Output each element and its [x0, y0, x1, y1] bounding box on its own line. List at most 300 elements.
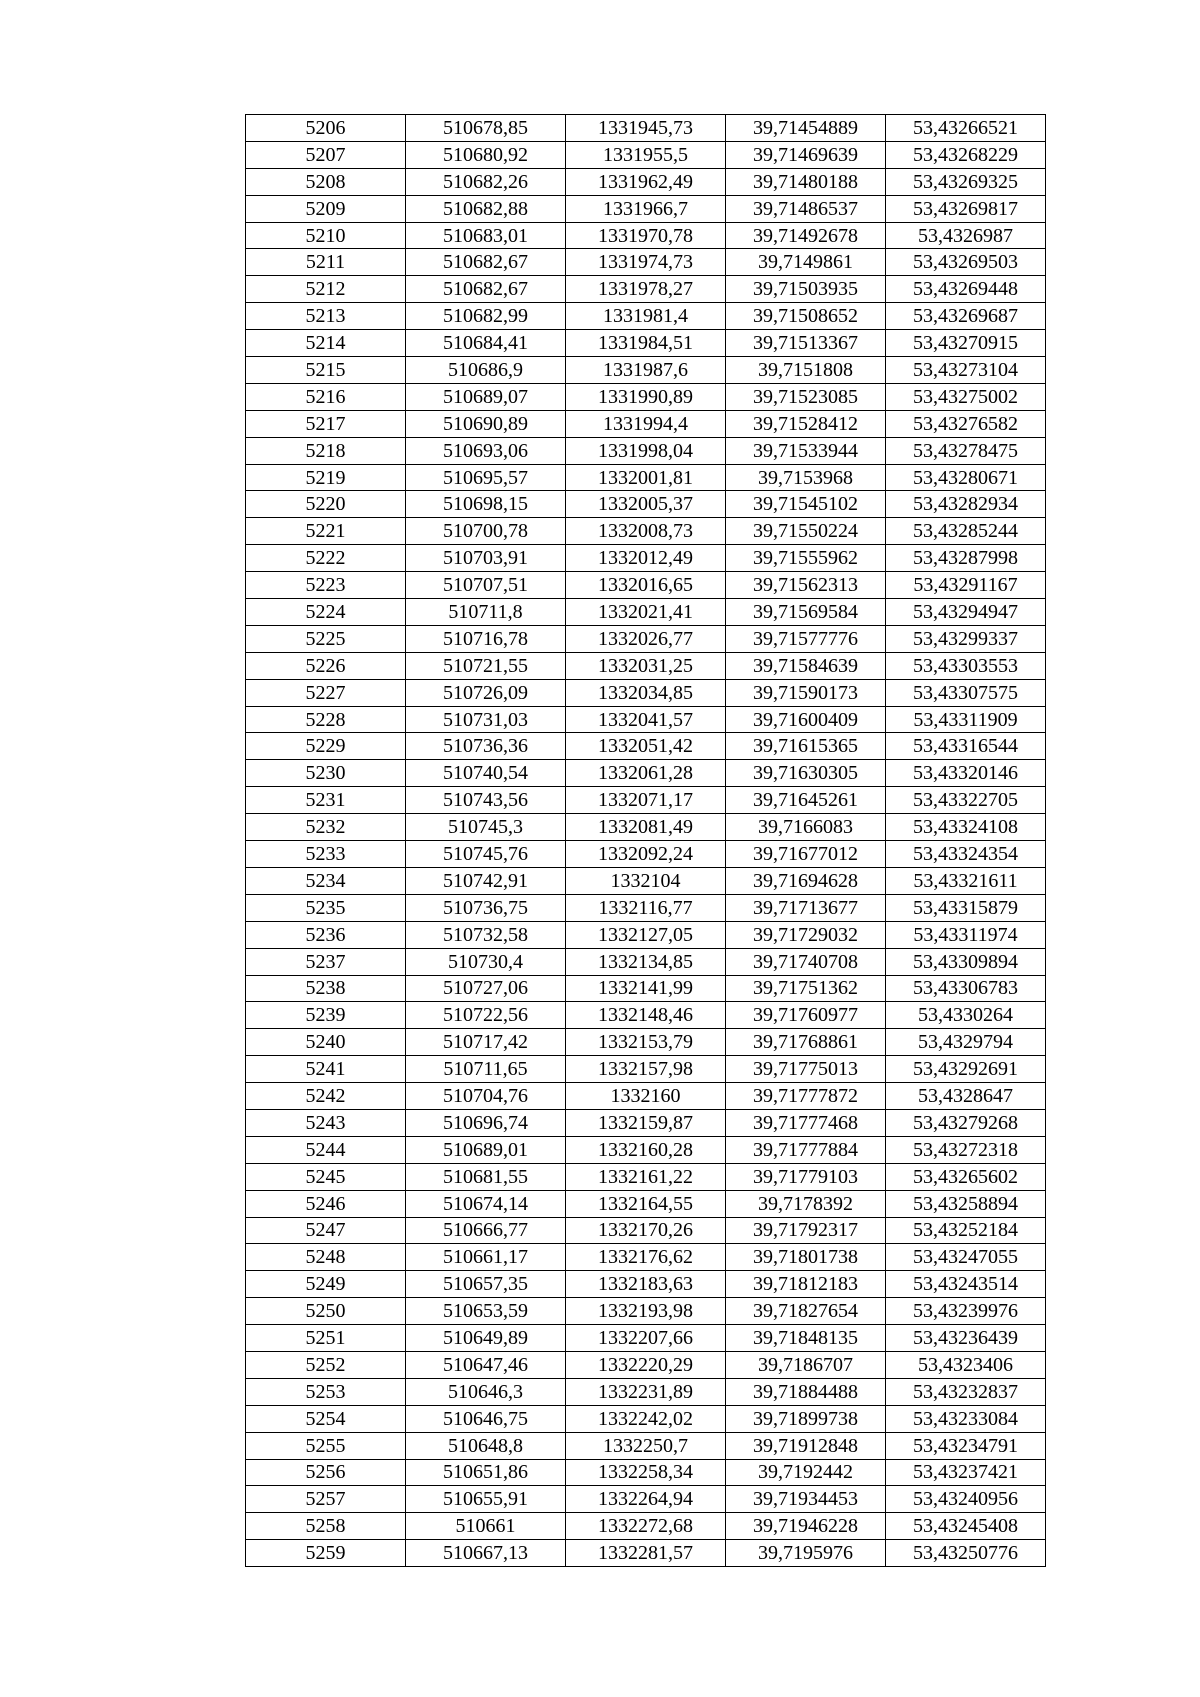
- longitude-cell: 53,43269325: [886, 168, 1046, 195]
- y-coordinate-cell: 1332016,65: [566, 572, 726, 599]
- y-coordinate-cell: 1332207,66: [566, 1325, 726, 1352]
- latitude-cell: 39,71469639: [726, 141, 886, 168]
- table-row: [246, 437, 1046, 464]
- y-coordinate-cell: 1331990,89: [566, 383, 726, 410]
- point-number-cell: 5217: [246, 410, 406, 437]
- latitude-cell: 39,71777468: [726, 1109, 886, 1136]
- table-row: [246, 975, 1046, 1002]
- table-row: [246, 518, 1046, 545]
- point-number-cell: 5210: [246, 222, 406, 249]
- y-coordinate-cell: 1332008,73: [566, 518, 726, 545]
- table-row: [246, 1163, 1046, 1190]
- y-coordinate-cell: 1332153,79: [566, 1029, 726, 1056]
- x-coordinate-cell: 510674,14: [406, 1190, 566, 1217]
- latitude-cell: 39,71523085: [726, 383, 886, 410]
- y-coordinate-cell: 1331962,49: [566, 168, 726, 195]
- table-row: [246, 1405, 1046, 1432]
- point-number-cell: 5225: [246, 625, 406, 652]
- longitude-cell: 53,43266521: [886, 115, 1046, 142]
- point-number-cell: 5243: [246, 1109, 406, 1136]
- x-coordinate-cell: 510700,78: [406, 518, 566, 545]
- longitude-cell: 53,43276582: [886, 410, 1046, 437]
- longitude-cell: 53,43233084: [886, 1405, 1046, 1432]
- latitude-cell: 39,71899738: [726, 1405, 886, 1432]
- longitude-cell: 53,43294947: [886, 599, 1046, 626]
- table-row: [246, 1432, 1046, 1459]
- latitude-cell: 39,71740708: [726, 948, 886, 975]
- y-coordinate-cell: 1331984,51: [566, 330, 726, 357]
- x-coordinate-cell: 510661,17: [406, 1244, 566, 1271]
- table-row: [246, 1298, 1046, 1325]
- latitude-cell: 39,7151808: [726, 357, 886, 384]
- table-row: [246, 464, 1046, 491]
- point-number-cell: 5224: [246, 599, 406, 626]
- latitude-cell: 39,71812183: [726, 1271, 886, 1298]
- longitude-cell: 53,43303553: [886, 652, 1046, 679]
- y-coordinate-cell: 1332116,77: [566, 894, 726, 921]
- longitude-cell: 53,43237421: [886, 1459, 1046, 1486]
- x-coordinate-cell: 510707,51: [406, 572, 566, 599]
- x-coordinate-cell: 510682,67: [406, 276, 566, 303]
- y-coordinate-cell: 1332164,55: [566, 1190, 726, 1217]
- longitude-cell: 53,43321611: [886, 867, 1046, 894]
- longitude-cell: 53,43287998: [886, 545, 1046, 572]
- point-number-cell: 5218: [246, 437, 406, 464]
- point-number-cell: 5244: [246, 1136, 406, 1163]
- y-coordinate-cell: 1331994,4: [566, 410, 726, 437]
- point-number-cell: 5212: [246, 276, 406, 303]
- x-coordinate-cell: 510745,3: [406, 814, 566, 841]
- table-row: [246, 1002, 1046, 1029]
- latitude-cell: 39,71492678: [726, 222, 886, 249]
- y-coordinate-cell: 1332242,02: [566, 1405, 726, 1432]
- y-coordinate-cell: 1332160,28: [566, 1136, 726, 1163]
- table-row: [246, 787, 1046, 814]
- x-coordinate-cell: 510655,91: [406, 1486, 566, 1513]
- table-row: [246, 383, 1046, 410]
- y-coordinate-cell: 1331970,78: [566, 222, 726, 249]
- point-number-cell: 5252: [246, 1351, 406, 1378]
- x-coordinate-cell: 510653,59: [406, 1298, 566, 1325]
- x-coordinate-cell: 510743,56: [406, 787, 566, 814]
- longitude-cell: 53,43240956: [886, 1486, 1046, 1513]
- y-coordinate-cell: 1331974,73: [566, 249, 726, 276]
- y-coordinate-cell: 1332159,87: [566, 1109, 726, 1136]
- y-coordinate-cell: 1331945,73: [566, 115, 726, 142]
- table-row: [246, 1351, 1046, 1378]
- latitude-cell: 39,71779103: [726, 1163, 886, 1190]
- point-number-cell: 5246: [246, 1190, 406, 1217]
- table-row: [246, 249, 1046, 276]
- x-coordinate-cell: 510647,46: [406, 1351, 566, 1378]
- longitude-cell: 53,43322705: [886, 787, 1046, 814]
- point-number-cell: 5259: [246, 1540, 406, 1567]
- longitude-cell: 53,43269817: [886, 195, 1046, 222]
- table-row: [246, 948, 1046, 975]
- x-coordinate-cell: 510657,35: [406, 1271, 566, 1298]
- y-coordinate-cell: 1332220,29: [566, 1351, 726, 1378]
- x-coordinate-cell: 510695,57: [406, 464, 566, 491]
- point-number-cell: 5254: [246, 1405, 406, 1432]
- point-number-cell: 5234: [246, 867, 406, 894]
- latitude-cell: 39,71713677: [726, 894, 886, 921]
- table-row: [246, 1056, 1046, 1083]
- table-row: [246, 1136, 1046, 1163]
- table-row: [246, 357, 1046, 384]
- y-coordinate-cell: 1332258,34: [566, 1459, 726, 1486]
- longitude-cell: 53,43278475: [886, 437, 1046, 464]
- coordinates-table-body: [246, 115, 1046, 1567]
- point-number-cell: 5251: [246, 1325, 406, 1352]
- y-coordinate-cell: 1332148,46: [566, 1002, 726, 1029]
- longitude-cell: 53,43320146: [886, 760, 1046, 787]
- table-row: [246, 1540, 1046, 1567]
- latitude-cell: 39,71615365: [726, 733, 886, 760]
- latitude-cell: 39,71555962: [726, 545, 886, 572]
- x-coordinate-cell: 510681,55: [406, 1163, 566, 1190]
- longitude-cell: 53,43269448: [886, 276, 1046, 303]
- x-coordinate-cell: 510678,85: [406, 115, 566, 142]
- latitude-cell: 39,71645261: [726, 787, 886, 814]
- latitude-cell: 39,71486537: [726, 195, 886, 222]
- y-coordinate-cell: 1332012,49: [566, 545, 726, 572]
- point-number-cell: 5235: [246, 894, 406, 921]
- table-row: [246, 1083, 1046, 1110]
- longitude-cell: 53,43291167: [886, 572, 1046, 599]
- latitude-cell: 39,7149861: [726, 249, 886, 276]
- y-coordinate-cell: 1332001,81: [566, 464, 726, 491]
- point-number-cell: 5232: [246, 814, 406, 841]
- point-number-cell: 5256: [246, 1459, 406, 1486]
- x-coordinate-cell: 510690,89: [406, 410, 566, 437]
- table-row: [246, 841, 1046, 868]
- table-row: [246, 1378, 1046, 1405]
- point-number-cell: 5253: [246, 1378, 406, 1405]
- table-row: [246, 1513, 1046, 1540]
- latitude-cell: 39,71848135: [726, 1325, 886, 1352]
- y-coordinate-cell: 1332071,17: [566, 787, 726, 814]
- longitude-cell: 53,43250776: [886, 1540, 1046, 1567]
- x-coordinate-cell: 510726,09: [406, 679, 566, 706]
- y-coordinate-cell: 1332061,28: [566, 760, 726, 787]
- point-number-cell: 5255: [246, 1432, 406, 1459]
- longitude-cell: 53,43292691: [886, 1056, 1046, 1083]
- longitude-cell: 53,43269503: [886, 249, 1046, 276]
- longitude-cell: 53,43316544: [886, 733, 1046, 760]
- y-coordinate-cell: 1332170,26: [566, 1217, 726, 1244]
- y-coordinate-cell: 1332051,42: [566, 733, 726, 760]
- x-coordinate-cell: 510683,01: [406, 222, 566, 249]
- y-coordinate-cell: 1332134,85: [566, 948, 726, 975]
- y-coordinate-cell: 1332127,05: [566, 921, 726, 948]
- latitude-cell: 39,71569584: [726, 599, 886, 626]
- x-coordinate-cell: 510648,8: [406, 1432, 566, 1459]
- latitude-cell: 39,71528412: [726, 410, 886, 437]
- longitude-cell: 53,43239976: [886, 1298, 1046, 1325]
- longitude-cell: 53,43324354: [886, 841, 1046, 868]
- table-row: [246, 894, 1046, 921]
- point-number-cell: 5247: [246, 1217, 406, 1244]
- x-coordinate-cell: 510740,54: [406, 760, 566, 787]
- longitude-cell: 53,43265602: [886, 1163, 1046, 1190]
- table-row: [246, 545, 1046, 572]
- y-coordinate-cell: 1331978,27: [566, 276, 726, 303]
- longitude-cell: 53,43279268: [886, 1109, 1046, 1136]
- point-number-cell: 5211: [246, 249, 406, 276]
- y-coordinate-cell: 1332104: [566, 867, 726, 894]
- point-number-cell: 5236: [246, 921, 406, 948]
- x-coordinate-cell: 510717,42: [406, 1029, 566, 1056]
- x-coordinate-cell: 510745,76: [406, 841, 566, 868]
- longitude-cell: 53,43309894: [886, 948, 1046, 975]
- y-coordinate-cell: 1332141,99: [566, 975, 726, 1002]
- table-row: [246, 1325, 1046, 1352]
- x-coordinate-cell: 510689,01: [406, 1136, 566, 1163]
- latitude-cell: 39,7186707: [726, 1351, 886, 1378]
- longitude-cell: 53,43306783: [886, 975, 1046, 1002]
- y-coordinate-cell: 1331998,04: [566, 437, 726, 464]
- x-coordinate-cell: 510684,41: [406, 330, 566, 357]
- latitude-cell: 39,71751362: [726, 975, 886, 1002]
- latitude-cell: 39,71792317: [726, 1217, 886, 1244]
- point-number-cell: 5241: [246, 1056, 406, 1083]
- longitude-cell: 53,43311909: [886, 706, 1046, 733]
- y-coordinate-cell: 1332081,49: [566, 814, 726, 841]
- table-row: [246, 733, 1046, 760]
- latitude-cell: 39,71550224: [726, 518, 886, 545]
- x-coordinate-cell: 510682,88: [406, 195, 566, 222]
- point-number-cell: 5213: [246, 303, 406, 330]
- table-row: [246, 115, 1046, 142]
- point-number-cell: 5206: [246, 115, 406, 142]
- longitude-cell: 53,43247055: [886, 1244, 1046, 1271]
- point-number-cell: 5216: [246, 383, 406, 410]
- table-row: [246, 1486, 1046, 1513]
- longitude-cell: 53,43299337: [886, 625, 1046, 652]
- point-number-cell: 5227: [246, 679, 406, 706]
- point-number-cell: 5209: [246, 195, 406, 222]
- x-coordinate-cell: 510682,99: [406, 303, 566, 330]
- x-coordinate-cell: 510731,03: [406, 706, 566, 733]
- y-coordinate-cell: 1331987,6: [566, 357, 726, 384]
- table-row: [246, 625, 1046, 652]
- table-row: [246, 1029, 1046, 1056]
- latitude-cell: 39,71760977: [726, 1002, 886, 1029]
- y-coordinate-cell: 1332031,25: [566, 652, 726, 679]
- x-coordinate-cell: 510649,89: [406, 1325, 566, 1352]
- point-number-cell: 5239: [246, 1002, 406, 1029]
- point-number-cell: 5219: [246, 464, 406, 491]
- longitude-cell: 53,43252184: [886, 1217, 1046, 1244]
- point-number-cell: 5257: [246, 1486, 406, 1513]
- table-row: [246, 1217, 1046, 1244]
- y-coordinate-cell: 1332281,57: [566, 1540, 726, 1567]
- x-coordinate-cell: 510732,58: [406, 921, 566, 948]
- x-coordinate-cell: 510736,75: [406, 894, 566, 921]
- longitude-cell: 53,4329794: [886, 1029, 1046, 1056]
- latitude-cell: 39,71884488: [726, 1378, 886, 1405]
- y-coordinate-cell: 1332157,98: [566, 1056, 726, 1083]
- x-coordinate-cell: 510742,91: [406, 867, 566, 894]
- point-number-cell: 5221: [246, 518, 406, 545]
- point-number-cell: 5238: [246, 975, 406, 1002]
- table-row: [246, 1459, 1046, 1486]
- latitude-cell: 39,71801738: [726, 1244, 886, 1271]
- x-coordinate-cell: 510716,78: [406, 625, 566, 652]
- y-coordinate-cell: 1332250,7: [566, 1432, 726, 1459]
- longitude-cell: 53,43234791: [886, 1432, 1046, 1459]
- longitude-cell: 53,43243514: [886, 1271, 1046, 1298]
- point-number-cell: 5220: [246, 491, 406, 518]
- point-number-cell: 5240: [246, 1029, 406, 1056]
- latitude-cell: 39,7192442: [726, 1459, 886, 1486]
- table-row: [246, 921, 1046, 948]
- latitude-cell: 39,71912848: [726, 1432, 886, 1459]
- latitude-cell: 39,71777884: [726, 1136, 886, 1163]
- table-row: [246, 706, 1046, 733]
- table-row: [246, 222, 1046, 249]
- longitude-cell: 53,43272318: [886, 1136, 1046, 1163]
- point-number-cell: 5237: [246, 948, 406, 975]
- x-coordinate-cell: 510698,15: [406, 491, 566, 518]
- y-coordinate-cell: 1332005,37: [566, 491, 726, 518]
- table-row: [246, 141, 1046, 168]
- latitude-cell: 39,7153968: [726, 464, 886, 491]
- x-coordinate-cell: 510661: [406, 1513, 566, 1540]
- point-number-cell: 5248: [246, 1244, 406, 1271]
- longitude-cell: 53,43275002: [886, 383, 1046, 410]
- table-row: [246, 1190, 1046, 1217]
- y-coordinate-cell: 1332176,62: [566, 1244, 726, 1271]
- point-number-cell: 5245: [246, 1163, 406, 1190]
- latitude-cell: 39,71545102: [726, 491, 886, 518]
- point-number-cell: 5214: [246, 330, 406, 357]
- latitude-cell: 39,71480188: [726, 168, 886, 195]
- x-coordinate-cell: 510711,8: [406, 599, 566, 626]
- coordinates-table: [245, 114, 1046, 1567]
- y-coordinate-cell: 1332183,63: [566, 1271, 726, 1298]
- latitude-cell: 39,71677012: [726, 841, 886, 868]
- x-coordinate-cell: 510727,06: [406, 975, 566, 1002]
- latitude-cell: 39,71600409: [726, 706, 886, 733]
- latitude-cell: 39,71827654: [726, 1298, 886, 1325]
- point-number-cell: 5231: [246, 787, 406, 814]
- point-number-cell: 5250: [246, 1298, 406, 1325]
- table-row: [246, 168, 1046, 195]
- latitude-cell: 39,71454889: [726, 115, 886, 142]
- table-row: [246, 867, 1046, 894]
- point-number-cell: 5215: [246, 357, 406, 384]
- x-coordinate-cell: 510682,26: [406, 168, 566, 195]
- y-coordinate-cell: 1331955,5: [566, 141, 726, 168]
- y-coordinate-cell: 1332026,77: [566, 625, 726, 652]
- x-coordinate-cell: 510666,77: [406, 1217, 566, 1244]
- longitude-cell: 53,43285244: [886, 518, 1046, 545]
- table-row: [246, 491, 1046, 518]
- x-coordinate-cell: 510703,91: [406, 545, 566, 572]
- latitude-cell: 39,71729032: [726, 921, 886, 948]
- y-coordinate-cell: 1332264,94: [566, 1486, 726, 1513]
- point-number-cell: 5229: [246, 733, 406, 760]
- table-row: [246, 572, 1046, 599]
- x-coordinate-cell: 510696,74: [406, 1109, 566, 1136]
- y-coordinate-cell: 1332021,41: [566, 599, 726, 626]
- latitude-cell: 39,7166083: [726, 814, 886, 841]
- latitude-cell: 39,71768861: [726, 1029, 886, 1056]
- point-number-cell: 5242: [246, 1083, 406, 1110]
- latitude-cell: 39,71577776: [726, 625, 886, 652]
- longitude-cell: 53,43324108: [886, 814, 1046, 841]
- y-coordinate-cell: 1332092,24: [566, 841, 726, 868]
- x-coordinate-cell: 510693,06: [406, 437, 566, 464]
- table-row: [246, 330, 1046, 357]
- latitude-cell: 39,71584639: [726, 652, 886, 679]
- latitude-cell: 39,71503935: [726, 276, 886, 303]
- table-row: [246, 1244, 1046, 1271]
- latitude-cell: 39,71775013: [726, 1056, 886, 1083]
- point-number-cell: 5223: [246, 572, 406, 599]
- point-number-cell: 5230: [246, 760, 406, 787]
- longitude-cell: 53,4323406: [886, 1351, 1046, 1378]
- longitude-cell: 53,43245408: [886, 1513, 1046, 1540]
- longitude-cell: 53,43268229: [886, 141, 1046, 168]
- latitude-cell: 39,71946228: [726, 1513, 886, 1540]
- longitude-cell: 53,4326987: [886, 222, 1046, 249]
- y-coordinate-cell: 1332041,57: [566, 706, 726, 733]
- point-number-cell: 5226: [246, 652, 406, 679]
- longitude-cell: 53,43307575: [886, 679, 1046, 706]
- table-row: [246, 599, 1046, 626]
- x-coordinate-cell: 510704,76: [406, 1083, 566, 1110]
- y-coordinate-cell: 1332034,85: [566, 679, 726, 706]
- table-row: [246, 1109, 1046, 1136]
- longitude-cell: 53,43270915: [886, 330, 1046, 357]
- x-coordinate-cell: 510682,67: [406, 249, 566, 276]
- table-row: [246, 276, 1046, 303]
- y-coordinate-cell: 1332193,98: [566, 1298, 726, 1325]
- longitude-cell: 53,43269687: [886, 303, 1046, 330]
- latitude-cell: 39,71513367: [726, 330, 886, 357]
- longitude-cell: 53,43232837: [886, 1378, 1046, 1405]
- table-row: [246, 410, 1046, 437]
- longitude-cell: 53,43258894: [886, 1190, 1046, 1217]
- latitude-cell: 39,71777872: [726, 1083, 886, 1110]
- table-row: [246, 814, 1046, 841]
- table-row: [246, 1271, 1046, 1298]
- x-coordinate-cell: 510646,75: [406, 1405, 566, 1432]
- point-number-cell: 5222: [246, 545, 406, 572]
- longitude-cell: 53,43280671: [886, 464, 1046, 491]
- longitude-cell: 53,43282934: [886, 491, 1046, 518]
- longitude-cell: 53,43236439: [886, 1325, 1046, 1352]
- x-coordinate-cell: 510651,86: [406, 1459, 566, 1486]
- latitude-cell: 39,7178392: [726, 1190, 886, 1217]
- latitude-cell: 39,7195976: [726, 1540, 886, 1567]
- y-coordinate-cell: 1332161,22: [566, 1163, 726, 1190]
- latitude-cell: 39,71508652: [726, 303, 886, 330]
- x-coordinate-cell: 510680,92: [406, 141, 566, 168]
- latitude-cell: 39,71533944: [726, 437, 886, 464]
- x-coordinate-cell: 510721,55: [406, 652, 566, 679]
- x-coordinate-cell: 510667,13: [406, 1540, 566, 1567]
- x-coordinate-cell: 510646,3: [406, 1378, 566, 1405]
- point-number-cell: 5228: [246, 706, 406, 733]
- point-number-cell: 5258: [246, 1513, 406, 1540]
- table-row: [246, 195, 1046, 222]
- y-coordinate-cell: 1331966,7: [566, 195, 726, 222]
- y-coordinate-cell: 1332231,89: [566, 1378, 726, 1405]
- x-coordinate-cell: 510722,56: [406, 1002, 566, 1029]
